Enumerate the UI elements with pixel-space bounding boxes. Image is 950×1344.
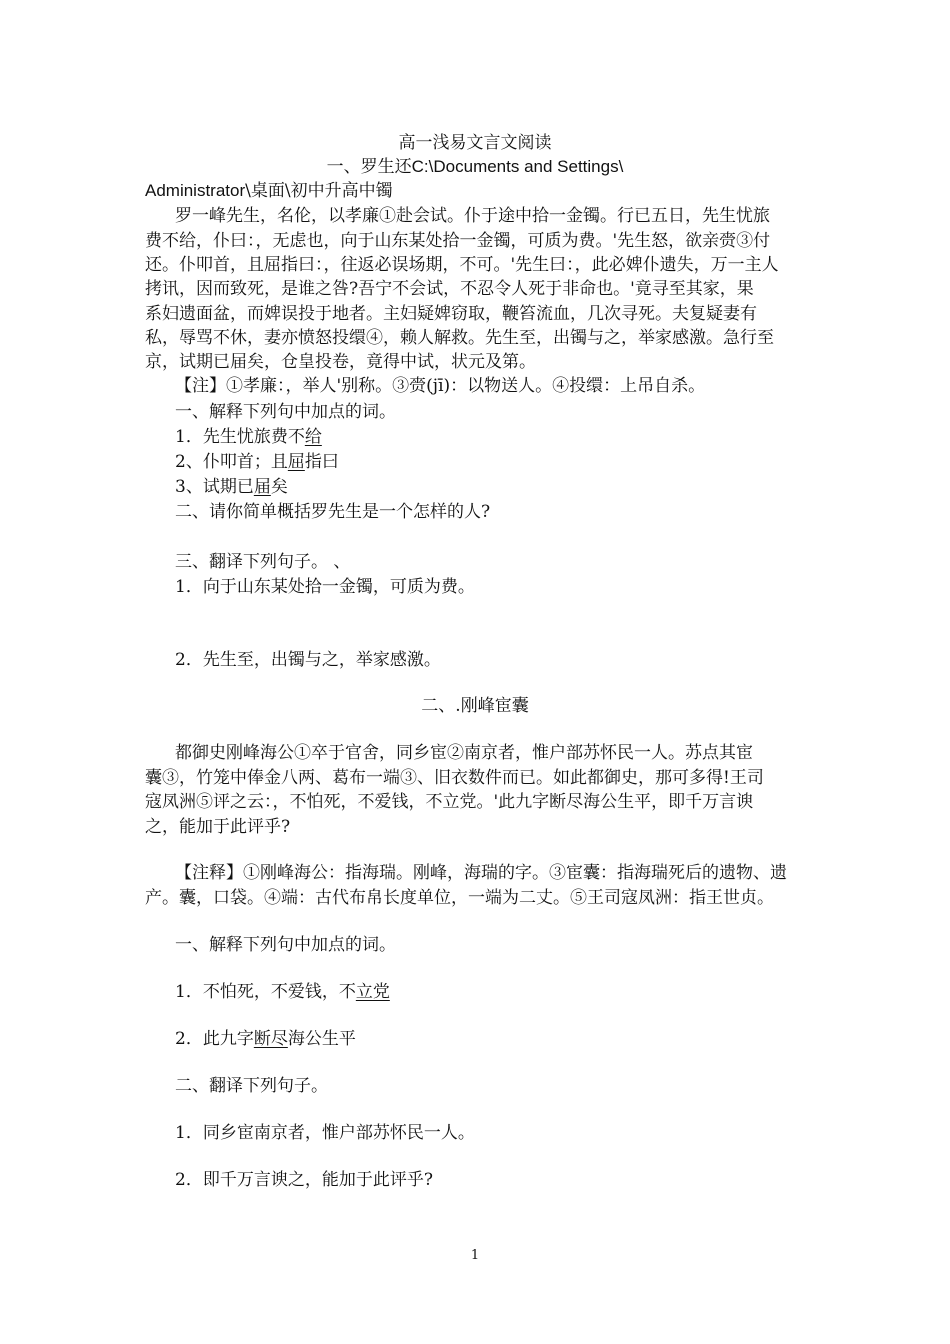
section2-paragraph-line: 寇凤洲⑤评之云：，不怕死，不爱钱，不立党。'此九字断尽海公生平，即千万言谀 — [145, 792, 754, 812]
item-text: 矣 — [270, 477, 288, 497]
section1-question-3-item-1: 1．向于山东某处拾一金镯，可质为费。 — [175, 577, 475, 597]
dotted-word: 届 — [253, 477, 271, 497]
page-number: 1 — [470, 1248, 480, 1263]
section1-question-2: 二、请你简单概括罗先生是一个怎样的人? — [175, 502, 491, 522]
section2-paragraph-line: 都御史刚峰海公①卒于官舍，同乡宦②南京者，惟户部苏怀民一人。苏点其宦 — [175, 743, 753, 763]
dotted-word: 立党 — [355, 982, 390, 1002]
section1-question-3: 三、翻译下列句子。 、 — [175, 552, 351, 572]
section2-note-cont: 产。囊，口袋。④端：古代布帛长度单位，一端为二丈。⑤王司寇凤洲：指王世贞。 — [145, 888, 774, 908]
section1-question-1: 一、解释下列句中加点的词。 — [175, 402, 396, 422]
item-text: 1．先生忧旅费不 — [175, 427, 305, 447]
section2-paragraph-line: 囊③，竹笼中俸金八两、葛布一端③、旧衣数件而已。如此都御史，那可多得!王司 — [145, 768, 764, 788]
item-text: 2．此九字 — [175, 1029, 254, 1049]
section1-heading-cont — [145, 179, 393, 203]
item-text: 海公生平 — [287, 1029, 356, 1049]
section1-heading-text: 一、罗生还 — [326, 157, 412, 177]
item-text: 指曰 — [304, 452, 339, 472]
doc-title: 高一浅易文言文阅读 — [398, 133, 552, 153]
section1-note: 【注】①孝廉：，举人'别称。③赍(jī)：以物送人。④投缳：上吊自杀。 — [175, 376, 706, 396]
section1-paragraph-line: 还。仆叩首，且屈指曰：，往返必误场期，不可。'先生曰：，此必婢仆遗失，万一主人 — [145, 255, 779, 275]
section2-note: 【注释】①刚峰海公：指海瑞。刚峰，海瑞的字。③宦囊：指海瑞死后的遗物、遗 — [175, 863, 787, 883]
dotted-word: 给 — [304, 427, 322, 447]
section2-question-2: 二、翻译下列句子。 — [175, 1076, 328, 1096]
section1-paragraph-line: 罗一峰先生，名伦，以孝廉①赴会试。仆于途中拾一金镯。行已五日，先生忧旅 — [175, 206, 770, 226]
section1-question-1-item-2 — [175, 450, 339, 474]
item-text: 1．不怕死，不爱钱，不 — [175, 982, 356, 1002]
section1-heading-path-2: Administrator — [145, 181, 246, 200]
section1-question-1-item-1 — [175, 425, 322, 449]
section1-paragraph-line: 费不给，仆曰：，无虑也，向于山东某处拾一金镯，可质为费。'先生怒，欲亲赍③付 — [145, 231, 771, 251]
section2-question-1: 一、解释下列句中加点的词。 — [175, 935, 396, 955]
section2-question-2-item-2: 2．即千万言谀之，能加于此评乎? — [175, 1170, 433, 1190]
dotted-word: 断尽 — [253, 1029, 288, 1049]
section2-question-1-item-2 — [175, 1027, 356, 1051]
section1-heading — [0, 155, 950, 179]
section1-heading-path-3: \桌面\初中升高中镯 — [245, 181, 393, 201]
section1-paragraph-line: 系妇遗面盆，而婢误投于地者。主妇疑婢窃取，鞭笞流血，几次寻死。夫复疑妻有 — [145, 304, 757, 324]
section2-heading: 二、.刚峰宦囊 — [421, 696, 529, 716]
section1-question-1-item-3 — [175, 475, 288, 499]
section1-question-3-item-2: 2．先生至，出镯与之，举家感激。 — [175, 650, 441, 670]
item-text: 2、仆叩首；且 — [175, 452, 288, 472]
section1-heading-path: C:\Documents and Settings\ — [411, 157, 624, 176]
section2-question-2-item-1: 1．同乡宦南京者，惟户部苏怀民一人。 — [175, 1123, 475, 1143]
item-text: 3、试期已 — [175, 477, 254, 497]
section2-paragraph-line: 之，能加于此评乎? — [145, 817, 291, 837]
section1-paragraph-line: 拷讯，因而致死，是谁之咎?吾宁不会试，不忍令人死于非命也。'竟寻至其家，果 — [145, 279, 754, 299]
section1-paragraph-line: 京，试期已届矣，仓皇投卷，竟得中试，状元及第。 — [145, 352, 536, 372]
dotted-word: 屈 — [287, 452, 305, 472]
section1-paragraph-line: 私，辱骂不休，妻亦愤怒投缳④，赖人解救。先生至，出镯与之，举家感激。急行至 — [145, 328, 774, 348]
section2-question-1-item-1 — [175, 980, 390, 1004]
